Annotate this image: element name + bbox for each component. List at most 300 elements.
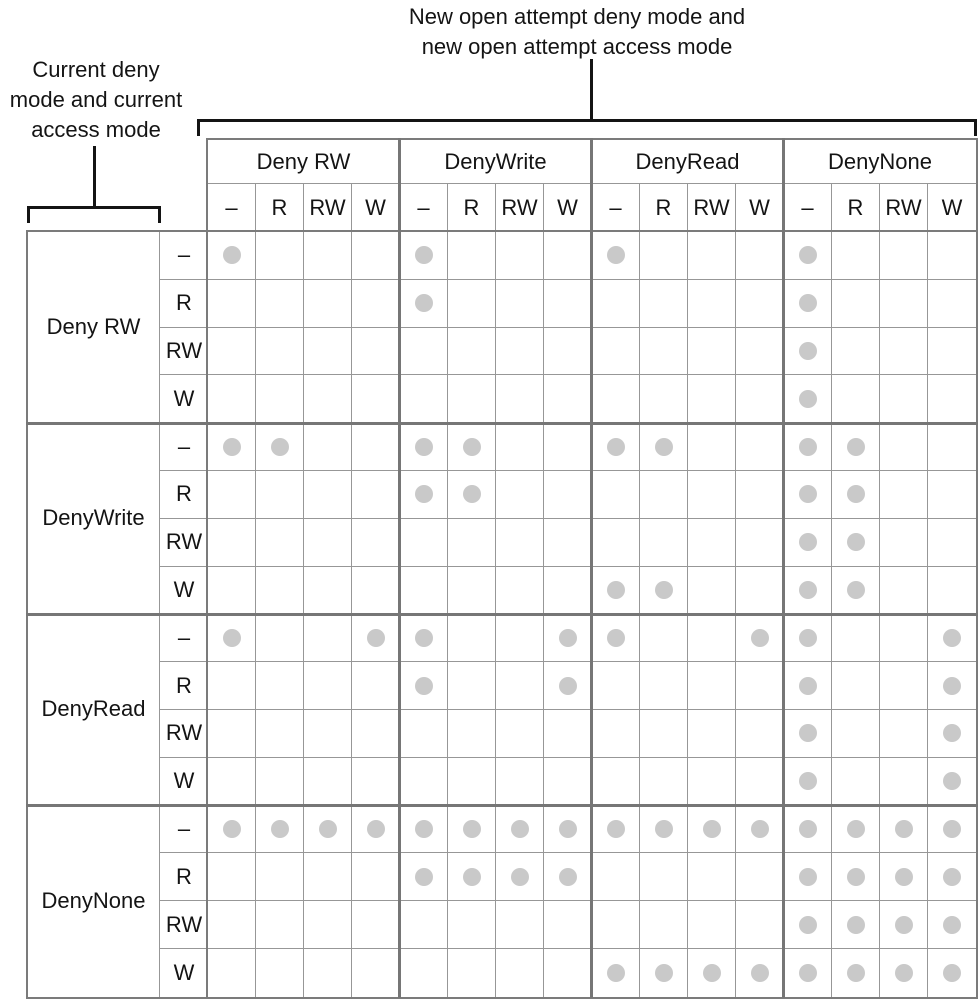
matrix-cell xyxy=(352,949,400,997)
matrix-cell xyxy=(544,806,592,854)
matrix-cell xyxy=(640,614,688,662)
row-access-mode-label: R xyxy=(160,471,208,519)
left-axis-title xyxy=(0,55,192,145)
matrix-cell xyxy=(544,232,592,280)
column-group-header: Deny RW xyxy=(208,140,400,184)
row-group-separator xyxy=(26,804,978,807)
column-access-mode-label: R xyxy=(448,184,496,232)
matrix-cell xyxy=(880,806,928,854)
allowed-dot-icon xyxy=(655,820,673,838)
matrix-cell xyxy=(784,519,832,567)
matrix-cell xyxy=(304,471,352,519)
matrix-cell xyxy=(352,519,400,567)
allowed-dot-icon xyxy=(367,629,385,647)
matrix-cell xyxy=(496,280,544,328)
matrix-cell xyxy=(304,423,352,471)
matrix-cell xyxy=(832,949,880,997)
column-access-mode-label: – xyxy=(784,184,832,232)
allowed-dot-icon xyxy=(847,916,865,934)
matrix-cell xyxy=(352,806,400,854)
allowed-dot-icon xyxy=(943,724,961,742)
matrix-cell xyxy=(928,662,976,710)
row-access-mode-label: W xyxy=(160,375,208,423)
allowed-dot-icon xyxy=(415,246,433,264)
matrix-cell xyxy=(208,280,256,328)
matrix-cell xyxy=(784,567,832,615)
matrix-cell xyxy=(256,423,304,471)
matrix-cell xyxy=(928,280,976,328)
column-access-mode-label: R xyxy=(832,184,880,232)
column-group-separator xyxy=(398,138,401,998)
matrix-cell xyxy=(400,375,448,423)
matrix-cell xyxy=(256,614,304,662)
matrix-cell xyxy=(736,328,784,376)
matrix-cell xyxy=(544,280,592,328)
allowed-dot-icon xyxy=(799,390,817,408)
matrix-cell xyxy=(304,375,352,423)
matrix-cell xyxy=(832,901,880,949)
column-access-mode-label: – xyxy=(400,184,448,232)
matrix-cell xyxy=(496,328,544,376)
row-group-separator xyxy=(26,422,978,425)
matrix-cell xyxy=(592,901,640,949)
matrix-cell xyxy=(304,901,352,949)
matrix-cell xyxy=(448,710,496,758)
matrix-cell xyxy=(784,901,832,949)
matrix-cell xyxy=(208,567,256,615)
allowed-dot-icon xyxy=(943,629,961,647)
allowed-dot-icon xyxy=(607,964,625,982)
matrix-cell xyxy=(448,758,496,806)
top-bracket-left-tick xyxy=(197,119,200,136)
matrix-cell xyxy=(496,423,544,471)
matrix-cell xyxy=(496,806,544,854)
matrix-cell xyxy=(208,758,256,806)
matrix-cell xyxy=(352,901,400,949)
matrix-cell xyxy=(544,375,592,423)
column-group-header: DenyRead xyxy=(592,140,784,184)
matrix-cell xyxy=(928,375,976,423)
matrix-cell xyxy=(304,758,352,806)
allowed-dot-icon xyxy=(607,629,625,647)
matrix-cell xyxy=(352,280,400,328)
matrix-cell xyxy=(496,567,544,615)
matrix-cell xyxy=(352,567,400,615)
matrix-cell xyxy=(496,758,544,806)
matrix-cell xyxy=(448,423,496,471)
matrix-cell xyxy=(208,710,256,758)
allowed-dot-icon xyxy=(751,629,769,647)
allowed-dot-icon xyxy=(703,964,721,982)
matrix-cell xyxy=(928,806,976,854)
matrix-cell xyxy=(736,949,784,997)
matrix-cell xyxy=(592,614,640,662)
matrix-cell xyxy=(592,567,640,615)
matrix-cell xyxy=(256,328,304,376)
matrix-cell xyxy=(640,375,688,423)
allowed-dot-icon xyxy=(895,868,913,886)
matrix-cell xyxy=(352,758,400,806)
top-bracket-stem xyxy=(590,59,593,121)
top-axis-title xyxy=(277,2,877,62)
column-group-header: DenyNone xyxy=(784,140,976,184)
matrix-cell xyxy=(544,710,592,758)
row-access-mode-label: R xyxy=(160,853,208,901)
matrix-cell xyxy=(928,567,976,615)
matrix-cell xyxy=(400,423,448,471)
allowed-dot-icon xyxy=(415,629,433,647)
matrix-cell xyxy=(496,853,544,901)
matrix-cell xyxy=(448,806,496,854)
row-access-mode-label: RW xyxy=(160,901,208,949)
matrix-cell xyxy=(832,853,880,901)
top-bracket-right-tick xyxy=(974,119,977,136)
allowed-dot-icon xyxy=(415,677,433,695)
matrix-cell xyxy=(688,232,736,280)
allowed-dot-icon xyxy=(559,629,577,647)
matrix-cell xyxy=(784,614,832,662)
matrix-cell xyxy=(304,567,352,615)
matrix-cell xyxy=(736,471,784,519)
matrix-cell xyxy=(496,662,544,710)
row-group-label: DenyNone xyxy=(28,806,160,997)
allowed-dot-icon xyxy=(415,485,433,503)
allowed-dot-icon xyxy=(799,916,817,934)
matrix-cell xyxy=(256,949,304,997)
matrix-cell xyxy=(304,614,352,662)
matrix-cell xyxy=(592,423,640,471)
matrix-cell xyxy=(736,423,784,471)
matrix-cell xyxy=(832,328,880,376)
matrix-cell xyxy=(304,806,352,854)
matrix-cell xyxy=(880,758,928,806)
matrix-cell xyxy=(688,423,736,471)
allowed-dot-icon xyxy=(751,964,769,982)
matrix-cell xyxy=(544,423,592,471)
left-axis-title-line1: Current deny xyxy=(32,57,160,82)
matrix-cell xyxy=(400,710,448,758)
top-axis-title-line2: new open attempt access mode xyxy=(421,34,733,59)
row-access-mode-label: – xyxy=(160,614,208,662)
matrix-cell xyxy=(400,280,448,328)
matrix-cell xyxy=(592,806,640,854)
matrix-cell xyxy=(880,232,928,280)
matrix-cell xyxy=(880,375,928,423)
matrix-cell xyxy=(832,471,880,519)
allowed-dot-icon xyxy=(799,629,817,647)
allowed-dot-icon xyxy=(847,868,865,886)
column-group-separator xyxy=(782,138,785,998)
matrix-cell xyxy=(208,662,256,710)
allowed-dot-icon xyxy=(511,868,529,886)
matrix-cell xyxy=(736,232,784,280)
column-access-mode-label: RW xyxy=(304,184,352,232)
matrix-cell xyxy=(736,614,784,662)
matrix-cell xyxy=(640,949,688,997)
matrix-cell xyxy=(688,375,736,423)
matrix-cell xyxy=(544,853,592,901)
allowed-dot-icon xyxy=(463,868,481,886)
matrix-cell xyxy=(208,328,256,376)
matrix-cell xyxy=(688,567,736,615)
matrix-cell xyxy=(256,280,304,328)
matrix-cell xyxy=(448,901,496,949)
matrix-cell xyxy=(208,901,256,949)
matrix-cell xyxy=(880,853,928,901)
row-access-mode-label: RW xyxy=(160,519,208,567)
matrix-cell xyxy=(544,758,592,806)
matrix-cell xyxy=(256,232,304,280)
matrix-cell xyxy=(352,614,400,662)
allowed-dot-icon xyxy=(847,485,865,503)
allowed-dot-icon xyxy=(559,677,577,695)
allowed-dot-icon xyxy=(799,868,817,886)
matrix-cell xyxy=(544,901,592,949)
matrix-cell xyxy=(256,375,304,423)
row-access-mode-label: – xyxy=(160,232,208,280)
matrix-cell xyxy=(640,853,688,901)
matrix-cell xyxy=(256,758,304,806)
matrix-cell xyxy=(880,567,928,615)
matrix-cell xyxy=(448,614,496,662)
matrix-cell xyxy=(400,853,448,901)
column-group-separator xyxy=(590,138,593,998)
matrix-cell xyxy=(256,806,304,854)
matrix-cell xyxy=(736,567,784,615)
allowed-dot-icon xyxy=(703,820,721,838)
allowed-dot-icon xyxy=(847,438,865,456)
matrix-cell xyxy=(688,280,736,328)
matrix-cell xyxy=(880,471,928,519)
matrix-cell xyxy=(784,662,832,710)
allowed-dot-icon xyxy=(607,246,625,264)
matrix-cell xyxy=(832,710,880,758)
matrix-cell xyxy=(832,662,880,710)
matrix-cell xyxy=(592,853,640,901)
matrix-cell xyxy=(544,567,592,615)
matrix-cell xyxy=(448,280,496,328)
allowed-dot-icon xyxy=(223,246,241,264)
matrix-cell xyxy=(784,375,832,423)
allowed-dot-icon xyxy=(799,724,817,742)
row-access-mode-label: W xyxy=(160,567,208,615)
matrix-cell xyxy=(400,328,448,376)
allowed-dot-icon xyxy=(943,916,961,934)
matrix-cell xyxy=(400,662,448,710)
matrix-cell xyxy=(880,949,928,997)
matrix-cell xyxy=(928,949,976,997)
column-group-header: DenyWrite xyxy=(400,140,592,184)
row-access-mode-label: RW xyxy=(160,710,208,758)
left-bracket-right-tick xyxy=(158,206,161,223)
matrix-cell xyxy=(208,614,256,662)
matrix-cell xyxy=(928,232,976,280)
matrix-cell xyxy=(832,519,880,567)
allowed-dot-icon xyxy=(799,438,817,456)
matrix-cell xyxy=(256,662,304,710)
allowed-dot-icon xyxy=(799,533,817,551)
matrix-cell xyxy=(304,519,352,567)
matrix-cell xyxy=(880,614,928,662)
row-access-mode-label: W xyxy=(160,949,208,997)
matrix-cell xyxy=(400,519,448,567)
matrix-cell xyxy=(736,375,784,423)
matrix-cell xyxy=(352,471,400,519)
allowed-dot-icon xyxy=(511,820,529,838)
matrix-cell xyxy=(400,614,448,662)
allowed-dot-icon xyxy=(415,868,433,886)
matrix-cell xyxy=(880,901,928,949)
matrix-cell xyxy=(688,758,736,806)
left-axis-title-line2: mode and current xyxy=(9,87,183,112)
allowed-dot-icon xyxy=(895,964,913,982)
matrix-cell xyxy=(496,375,544,423)
matrix-cell xyxy=(208,949,256,997)
matrix-cell xyxy=(304,328,352,376)
matrix-cell xyxy=(928,328,976,376)
matrix-cell xyxy=(592,662,640,710)
matrix-cell xyxy=(544,949,592,997)
matrix-cell xyxy=(736,901,784,949)
matrix-cell xyxy=(880,280,928,328)
column-access-mode-label: R xyxy=(256,184,304,232)
column-access-mode-label: RW xyxy=(496,184,544,232)
matrix-cell xyxy=(352,853,400,901)
matrix-cell xyxy=(784,949,832,997)
matrix-cell xyxy=(400,758,448,806)
allowed-dot-icon xyxy=(799,820,817,838)
matrix-cell xyxy=(304,280,352,328)
allowed-dot-icon xyxy=(655,581,673,599)
matrix-cell xyxy=(256,710,304,758)
matrix-cell xyxy=(880,423,928,471)
left-bracket-bar xyxy=(27,206,161,209)
matrix-cell xyxy=(304,949,352,997)
matrix-cell xyxy=(208,471,256,519)
allowed-dot-icon xyxy=(751,820,769,838)
matrix-cell xyxy=(496,614,544,662)
matrix-cell xyxy=(448,853,496,901)
row-access-mode-label: – xyxy=(160,423,208,471)
matrix-cell xyxy=(400,901,448,949)
matrix-cell xyxy=(928,614,976,662)
matrix-cell xyxy=(688,710,736,758)
matrix-cell xyxy=(736,758,784,806)
matrix-cell xyxy=(400,806,448,854)
matrix-cell xyxy=(928,901,976,949)
matrix-cell xyxy=(928,471,976,519)
left-bracket-stem xyxy=(93,146,96,208)
row-group-label: Deny RW xyxy=(28,232,160,423)
matrix-cell xyxy=(448,949,496,997)
allowed-dot-icon xyxy=(799,342,817,360)
allowed-dot-icon xyxy=(223,820,241,838)
column-access-mode-label: W xyxy=(352,184,400,232)
matrix-cell xyxy=(208,519,256,567)
left-bracket-left-tick xyxy=(27,206,30,223)
allowed-dot-icon xyxy=(799,677,817,695)
matrix-cell xyxy=(352,232,400,280)
matrix-cell xyxy=(688,949,736,997)
matrix-cell xyxy=(688,328,736,376)
column-access-mode-label: RW xyxy=(688,184,736,232)
matrix-cell xyxy=(688,662,736,710)
column-access-mode-label: – xyxy=(592,184,640,232)
allowed-dot-icon xyxy=(895,916,913,934)
column-access-mode-label: – xyxy=(208,184,256,232)
allowed-dot-icon xyxy=(943,964,961,982)
matrix-cell xyxy=(784,853,832,901)
allowed-dot-icon xyxy=(559,868,577,886)
matrix-cell xyxy=(208,423,256,471)
matrix-cell xyxy=(736,710,784,758)
allowed-dot-icon xyxy=(559,820,577,838)
allowed-dot-icon xyxy=(799,581,817,599)
matrix-cell xyxy=(784,280,832,328)
allowed-dot-icon xyxy=(847,964,865,982)
left-axis-title-line3: access mode xyxy=(31,117,161,142)
matrix-cell xyxy=(832,806,880,854)
matrix-cell xyxy=(832,280,880,328)
column-access-mode-label: W xyxy=(544,184,592,232)
allowed-dot-icon xyxy=(943,820,961,838)
matrix-cell xyxy=(592,949,640,997)
row-group-separator xyxy=(26,613,978,616)
matrix-cell xyxy=(640,662,688,710)
matrix-cell xyxy=(784,328,832,376)
matrix-cell xyxy=(496,949,544,997)
matrix-cell xyxy=(688,471,736,519)
matrix-cell xyxy=(352,662,400,710)
matrix-cell xyxy=(928,710,976,758)
matrix-cell xyxy=(784,423,832,471)
matrix-cell xyxy=(832,423,880,471)
matrix-cell xyxy=(304,853,352,901)
row-access-mode-label: – xyxy=(160,806,208,854)
matrix-cell xyxy=(832,375,880,423)
matrix-cell xyxy=(208,806,256,854)
matrix-cell xyxy=(352,328,400,376)
matrix-cell xyxy=(400,471,448,519)
matrix-cell xyxy=(256,567,304,615)
allowed-dot-icon xyxy=(895,820,913,838)
allowed-dot-icon xyxy=(847,533,865,551)
matrix-cell xyxy=(736,806,784,854)
allowed-dot-icon xyxy=(799,246,817,264)
matrix-cell xyxy=(544,662,592,710)
matrix-cell xyxy=(640,710,688,758)
matrix-cell xyxy=(880,662,928,710)
matrix-cell xyxy=(592,375,640,423)
matrix-cell xyxy=(544,614,592,662)
matrix-cell xyxy=(448,232,496,280)
matrix-cell xyxy=(928,758,976,806)
matrix-cell xyxy=(448,662,496,710)
matrix-cell xyxy=(208,232,256,280)
matrix-cell xyxy=(592,328,640,376)
matrix-cell xyxy=(592,710,640,758)
matrix-cell xyxy=(640,758,688,806)
allowed-dot-icon xyxy=(223,438,241,456)
matrix-cell xyxy=(256,901,304,949)
matrix-cell xyxy=(448,471,496,519)
allowed-dot-icon xyxy=(223,629,241,647)
matrix-cell xyxy=(208,375,256,423)
matrix-cell xyxy=(256,519,304,567)
matrix-cell xyxy=(640,567,688,615)
allowed-dot-icon xyxy=(463,820,481,838)
matrix-cell xyxy=(832,614,880,662)
